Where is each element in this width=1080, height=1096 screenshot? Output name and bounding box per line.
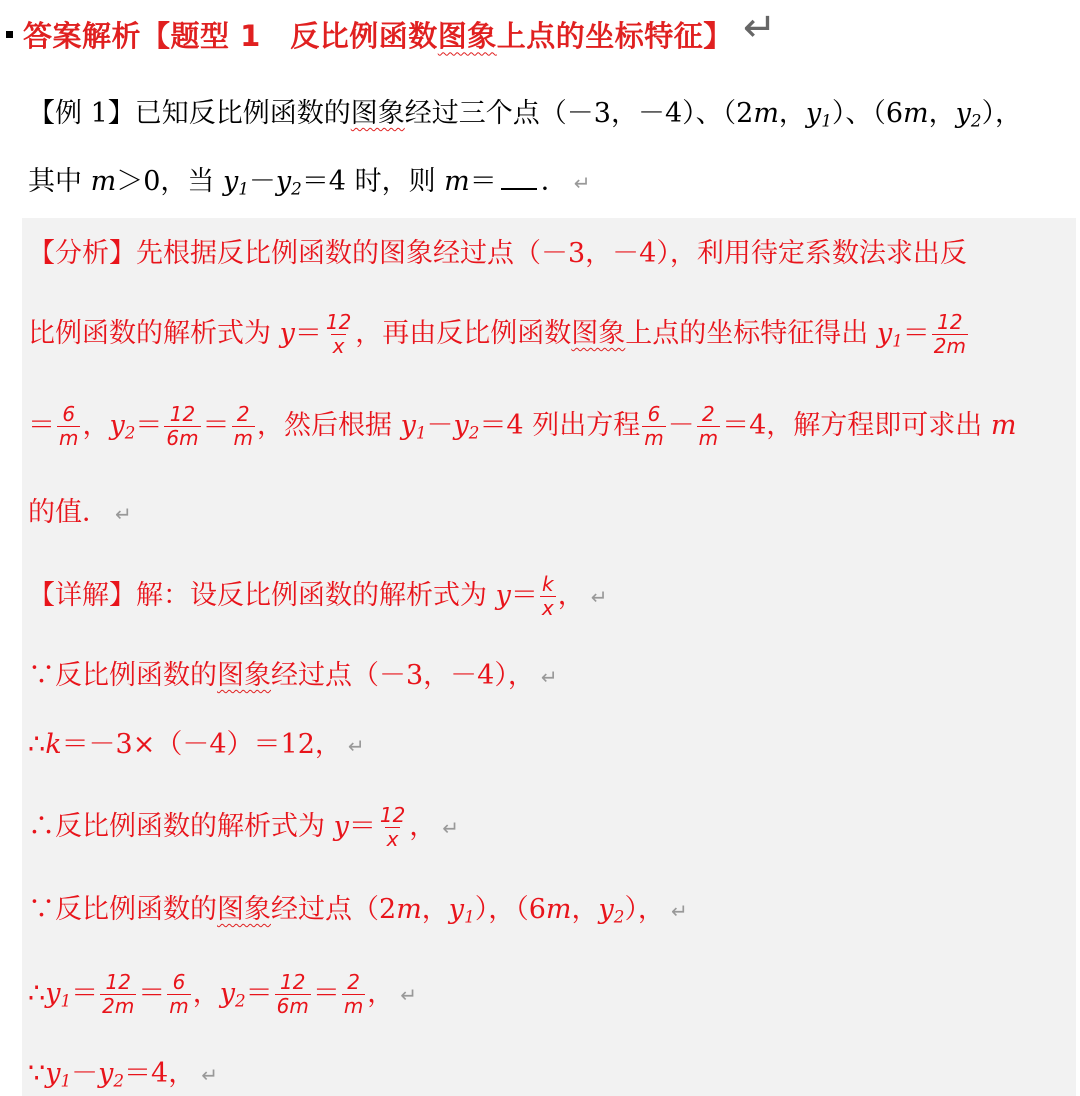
detail-line-4: ∴反比例函数的解析式为 y＝ $\frac{12}{x}$ ， ↵ — [28, 803, 460, 851]
fraction: $\frac{6}{m}$ — [644, 402, 664, 450]
answer-blank — [501, 166, 537, 190]
return-icon: ↵ — [400, 982, 418, 1007]
detail-line-3: ∴k＝－3×（－4）＝12， ↵ — [28, 729, 365, 760]
return-icon: ↵ — [540, 665, 558, 689]
fraction: $\frac{6}{m}$ — [59, 402, 79, 450]
analysis-line-4: 的值． ↵ — [28, 497, 132, 528]
heading-row — [6, 5, 777, 60]
return-icon: ↵ — [347, 734, 365, 758]
detail-line-5: ∵反比例函数的图象经过点（2m，$y_1$），（6m，$y_2$）， ↵ — [28, 894, 688, 927]
fraction: $\frac{6}{m}$ — [169, 970, 189, 1018]
analysis-line-3: ＝ $\frac{6}{m}$ ，$y_2=$ $\frac{12}{6m}$ ＝ $\frac{2}{m}$ ，然后根据 $y_1-y_2=4$ 列出方程 $\frac{6}{m}$ － $\frac{2}{m}$ ＝4，解方程即可求出 m — [28, 402, 1017, 450]
return-icon: ↵ — [670, 899, 688, 923]
fraction: $\frac{12}{2m}$ — [102, 970, 135, 1018]
fraction: $\frac{2}{m}$ — [343, 970, 364, 1018]
fraction: $\frac{12}{2m}$ — [933, 310, 966, 358]
fraction: $\frac{12}{x}$ — [379, 803, 406, 851]
fraction: $\frac{2}{m}$ — [698, 402, 719, 450]
return-icon: ↵ — [742, 5, 777, 51]
detail-line-7: $\because y_1-y_2=4$， ↵ — [28, 1058, 218, 1091]
return-icon: ↵ — [590, 584, 608, 609]
fraction: $\frac{12}{6m}$ — [276, 970, 309, 1018]
fraction: $\frac{12}{6m}$ — [166, 402, 199, 450]
analysis-line-1: 【分析】先根据反比例函数的图象经过点（－3，－4），利用待定系数法求出反 — [28, 238, 967, 269]
analysis-line-2: 比例函数的解析式为 y＝ $\frac{12}{x}$ ，再由反比例函数图象上点的坐标特征得出 $y_1=$ $\frac{12}{2m}$ — [28, 310, 966, 358]
fraction: $\frac{12}{x}$ — [325, 310, 352, 358]
return-icon: ↵ — [201, 1063, 218, 1087]
fraction: $\frac{2}{m}$ — [233, 402, 253, 450]
return-icon: ↵ — [573, 171, 591, 195]
detail-line-2: ∵反比例函数的图象经过点（－3，－4）， ↵ — [28, 660, 558, 691]
example-line-2: 其中 m＞0，当 $y_1-y_2=4$ 时，则 m＝ ． ↵ — [28, 166, 591, 199]
bullet-icon — [6, 31, 13, 38]
section-heading: 答案解析【题型 1 反比例函数图象上点的坐标特征】 — [23, 18, 733, 53]
detail-line-1: 【详解】解：设反比例函数的解析式为 y＝ $\frac{k}{x}$ ， ↵ — [28, 572, 608, 620]
return-icon: ↵ — [115, 502, 132, 526]
return-icon: ↵ — [442, 815, 460, 840]
fraction: $\frac{k}{x}$ — [541, 572, 554, 620]
detail-line-6: $\therefore y_1=$ $\frac{12}{2m}$ ＝ $\frac{6}{m}$ ，$y_2=$ $\frac{12}{6m}$ ＝ $\frac{2}{m}$ ， ↵ — [28, 970, 418, 1018]
example-line-1: 【例 1】已知反比例函数的图象经过三个点（－3，－4）、（2m，$y_1$）、（6m，$y_2$）， — [28, 98, 1023, 131]
